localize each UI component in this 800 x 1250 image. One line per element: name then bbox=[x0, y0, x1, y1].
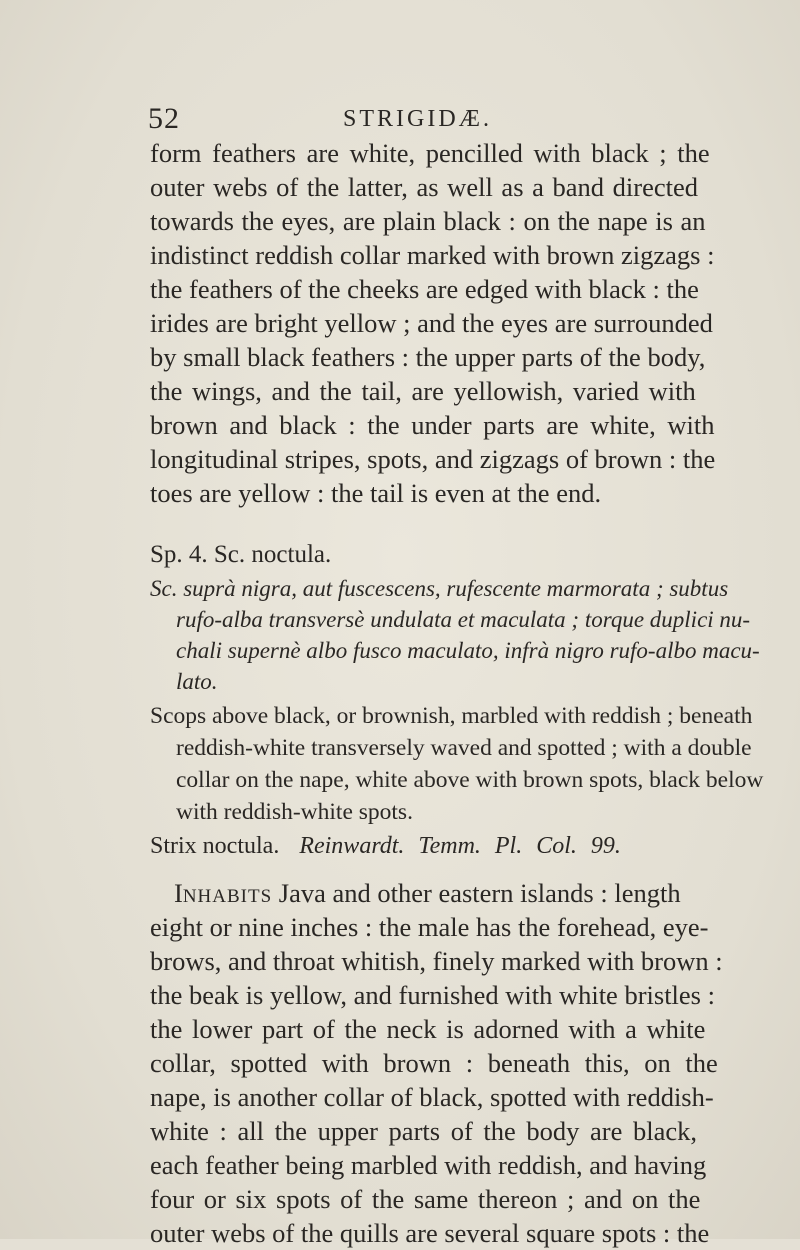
text-line: eight or nine inches : the male has the forehead, eye- bbox=[150, 912, 709, 942]
page-number: 52 bbox=[148, 102, 180, 135]
running-head bbox=[148, 102, 768, 136]
section-title: STRIGIDÆ. bbox=[343, 106, 493, 132]
text-line: the feathers of the cheeks are edged with black : the bbox=[150, 274, 699, 304]
text-line: lato. bbox=[176, 669, 218, 694]
text-line: the lower part of the neck is adorned with a white bbox=[150, 1014, 706, 1044]
text-line: Scops above black, or brownish, marbled with reddish ; beneath bbox=[150, 703, 753, 729]
first-line-rest: Java and other eastern islands : length bbox=[272, 878, 681, 908]
text-line: each feather being marbled with reddish, and having bbox=[150, 1150, 707, 1180]
inhabits-initial: I bbox=[174, 878, 183, 908]
text-line: the wings, and the tail, are yellowish, varied with bbox=[150, 376, 696, 406]
text-line: four or six spots of the same thereon ; and on the bbox=[150, 1184, 701, 1214]
text-line: brown and black : the under parts are white, with bbox=[150, 410, 715, 440]
text-line: toes are yellow : the tail is even at the end. bbox=[150, 478, 602, 508]
text-line: by small black feathers : the upper parts of the body, bbox=[150, 342, 706, 372]
synonym-name: Strix noctula. bbox=[150, 833, 280, 859]
text-line: outer webs of the quills are several square spots : the bbox=[150, 1218, 710, 1248]
synonym-authors: Reinwardt. Temm. Pl. Col. 99. bbox=[299, 833, 621, 859]
text-line: collar on the nape, white above with brown spots, black below bbox=[176, 767, 764, 793]
species-heading: Sp. 4. Sc. noctula. bbox=[150, 541, 332, 568]
text-line: towards the eyes, are plain black : on the nape is an bbox=[150, 206, 706, 236]
text-line: rufo-alba transversè undulata et maculata ; torque duplici nu- bbox=[176, 607, 751, 632]
inhabits-smallcaps: NHABITS bbox=[182, 886, 273, 907]
text-line: with reddish-white spots. bbox=[176, 799, 413, 825]
synonym-line bbox=[150, 829, 621, 863]
text-line: longitudinal stripes, spots, and zigzags of brown : the bbox=[150, 444, 716, 474]
text-line: white : all the upper parts of the body are black, bbox=[150, 1116, 698, 1146]
text-line: the beak is yellow, and furnished with white bristles : bbox=[150, 980, 715, 1010]
text-line: reddish-white transversely waved and spotted ; with a double bbox=[176, 735, 752, 761]
text-line: irides are bright yellow ; and the eyes are surrounded bbox=[150, 308, 713, 338]
text-line: form feathers are white, pencilled with black ; the bbox=[150, 138, 710, 168]
text-line: brows, and throat whitish, finely marked with brown : bbox=[150, 946, 723, 976]
text-line: outer webs of the latter, as well as a band directed bbox=[150, 172, 698, 202]
latin-text: Sc. suprà nigra, aut fuscescens, rufescente marmorata ; subtus bbox=[150, 576, 729, 601]
text-line: chali supernè albo fusco maculato, infrà nigro rufo-albo macu- bbox=[176, 638, 760, 663]
text-line: collar, spotted with brown : beneath this, on the bbox=[150, 1048, 718, 1078]
text-line: nape, is another collar of black, spotted with reddish- bbox=[150, 1082, 714, 1112]
text-line: indistinct reddish collar marked with brown zigzags : bbox=[150, 240, 715, 270]
text-line bbox=[174, 876, 681, 914]
text-line bbox=[150, 572, 728, 606]
